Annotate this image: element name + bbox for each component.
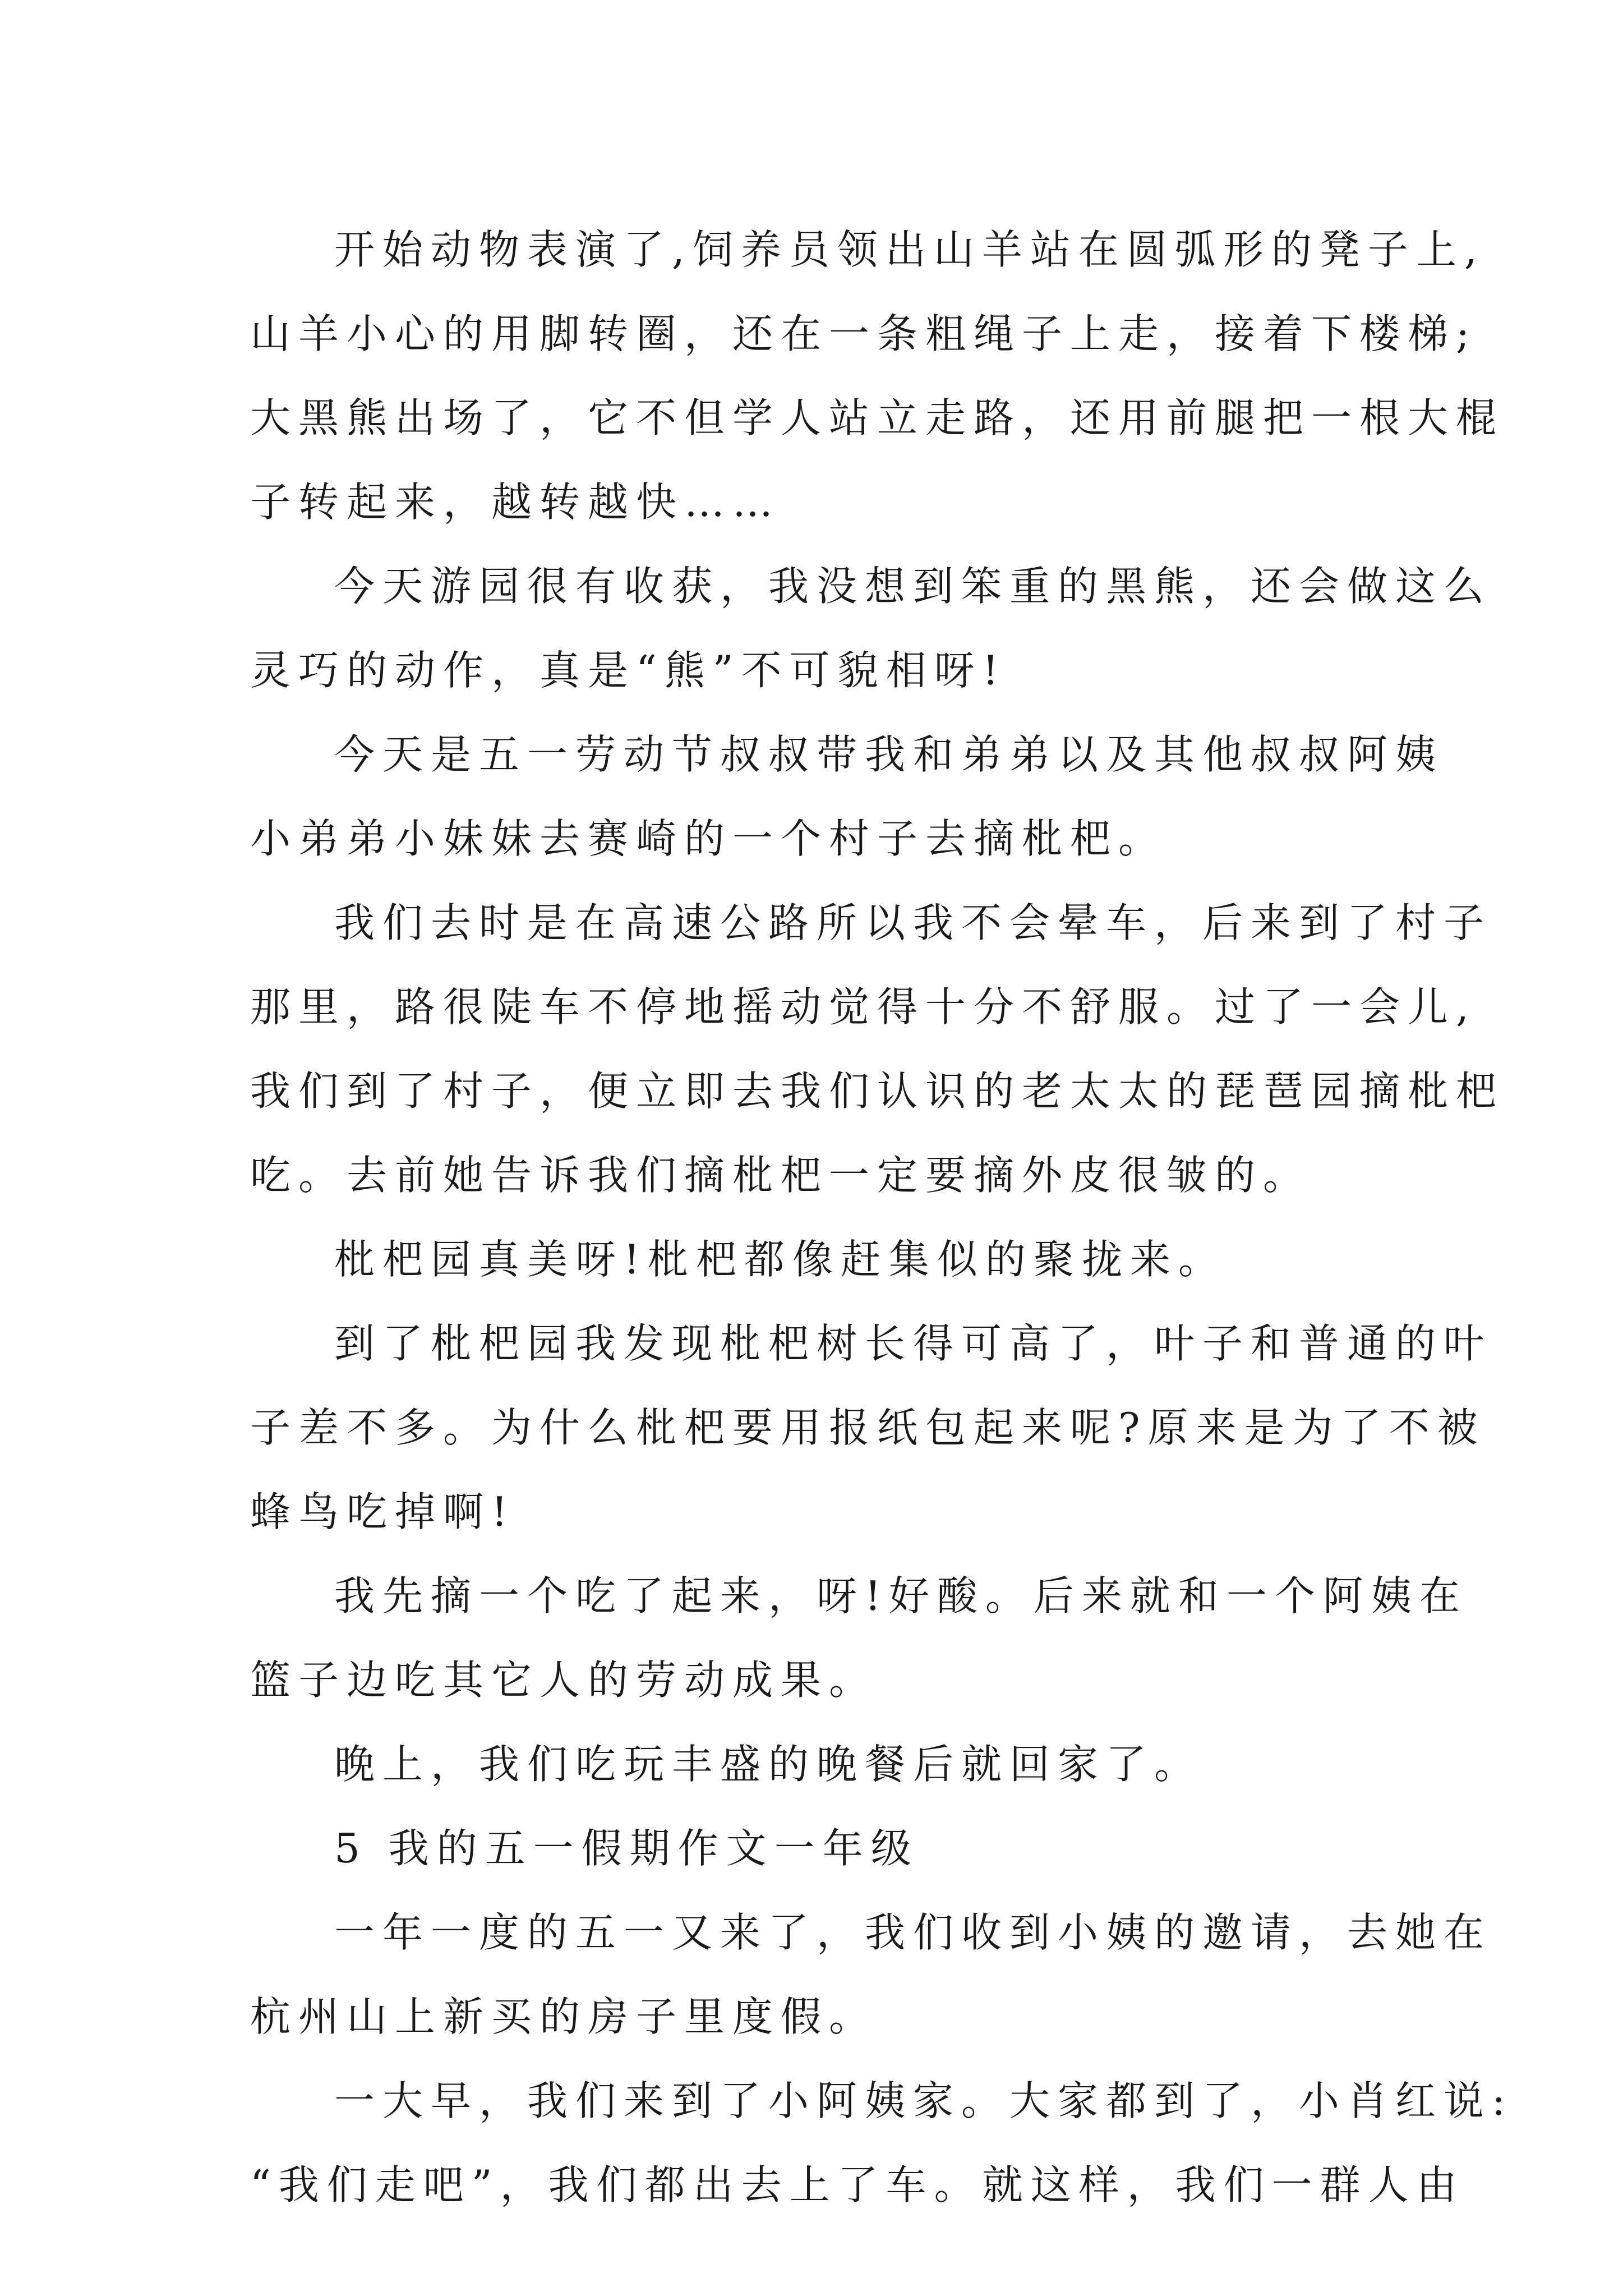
text-line: 子差不多。为什么枇杷要用报纸包起来呢?原来是为了不被: [250, 1404, 1486, 1451]
text-line: 晚上，我们吃玩丰盛的晚餐后就回家了。: [334, 1741, 1203, 1788]
text-line: 我先摘一个吃了起来，呀!好酸。后来就和一个阿姨在: [334, 1572, 1468, 1619]
text-line: 今天游园很有收获，我没想到笨重的黑熊，还会做这么: [334, 563, 1492, 610]
text-line: 一大早，我们来到了小阿姨家。大家都到了，小肖红说:: [334, 2077, 1514, 2124]
text-line: “我们走吧”，我们都出去上了车。就这样，我们一群人由: [250, 2161, 1465, 2208]
text-line: 开始动物表演了,饲养员领出山羊站在圆弧形的凳子上,: [334, 226, 1485, 273]
text-line: 5 我的五一假期作文一年级: [334, 1825, 919, 1872]
text-line: 那里，路很陡车不停地摇动觉得十分不舒服。过了一会儿,: [250, 983, 1477, 1030]
text-line: 杭州山上新买的房子里度假。: [250, 1993, 878, 2040]
text-line: 篮子边吃其它人的劳动成果。: [250, 1657, 878, 1704]
text-line: 小弟弟小妹妹去赛崎的一个村子去摘枇杷。: [250, 815, 1167, 862]
text-line: 大黑熊出场了，它不但学人站立走路，还用前腿把一根大棍: [250, 394, 1505, 441]
text-line: 今天是五一劳动节叔叔带我和弟弟以及其他叔叔阿姨: [334, 731, 1444, 778]
text-line: 枇杷园真美呀!枇杷都像赶集似的聚拢来。: [334, 1236, 1227, 1283]
text-line: 山羊小心的用脚转圈，还在一条粗绳子上走，接着下楼梯;: [250, 310, 1478, 357]
body-text: [250, 208, 1514, 2227]
text-line: 蜂鸟吃掉啊!: [250, 1488, 515, 1535]
text-line: 我们到了村子，便立即去我们认识的老太太的琵琶园摘枇杷: [250, 1068, 1505, 1115]
text-line: 吃。去前她告诉我们摘枇杷一定要摘外皮很皱的。: [250, 1152, 1312, 1199]
text-line: 灵巧的动作，真是“熊”不可貌相呀!: [250, 647, 1007, 694]
text-line: 一年一度的五一又来了，我们收到小姨的邀请，去她在: [334, 1909, 1492, 1956]
text-line: 到了枇杷园我发现枇杷树长得可高了，叶子和普通的叶: [334, 1320, 1492, 1367]
text-line: 子转起来，越转越快……: [250, 478, 781, 526]
text-line: 我们去时是在高速公路所以我不会晕车，后来到了村子: [334, 899, 1492, 946]
